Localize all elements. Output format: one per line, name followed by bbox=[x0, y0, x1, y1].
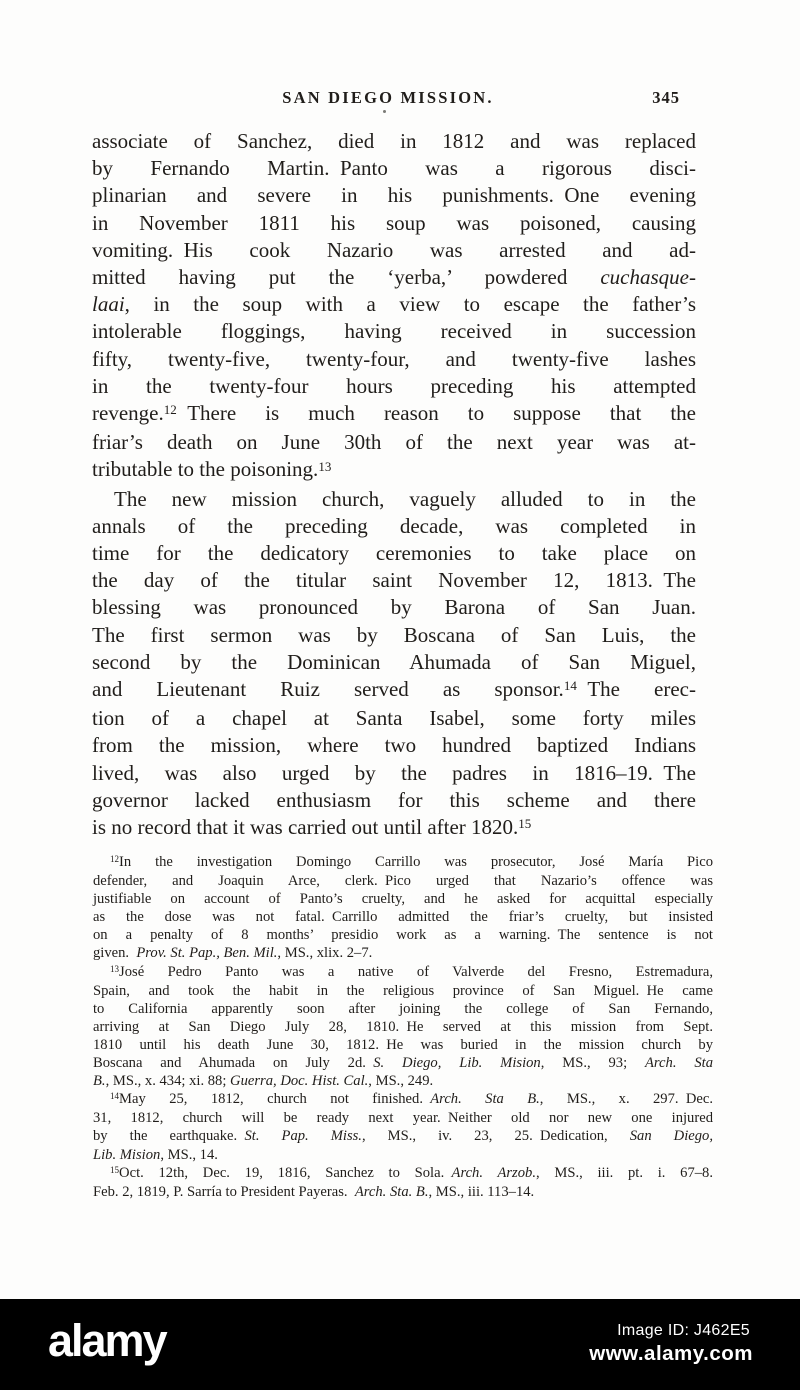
text-segment: Oct. 12th, Dec. 19, 1816, Sanchez to Sola. bbox=[119, 1164, 452, 1181]
text-segment: José Pedro Panto was a native of Valverde del Fresno, Estremadura, bbox=[119, 963, 713, 980]
text-line bbox=[93, 1054, 713, 1072]
text-segment: San Diego, bbox=[629, 1128, 713, 1145]
footnote-12 bbox=[93, 853, 713, 963]
body-paragraph-1 bbox=[92, 128, 696, 486]
text-segment: from the mission, where two hundred baptized Indians bbox=[92, 733, 696, 758]
text-segment: revenge. bbox=[92, 401, 164, 426]
text-segment: on a penalty of 8 months’ presidio work as a warning. The sentence is not bbox=[93, 927, 713, 944]
text-line bbox=[93, 944, 713, 962]
footnote-marker: 13 bbox=[110, 963, 120, 974]
text-line bbox=[92, 705, 696, 732]
alamy-logo: alamy bbox=[48, 1315, 166, 1366]
text-segment: Arch. Sta bbox=[645, 1055, 713, 1072]
text-segment: 31, 1812, church will be ready next year. Neither old nor new one injured bbox=[93, 1110, 713, 1127]
text-line bbox=[92, 787, 696, 814]
footnote-marker: 12 bbox=[163, 402, 177, 418]
text-line bbox=[93, 890, 713, 908]
text-line bbox=[93, 872, 713, 890]
text-line bbox=[93, 853, 713, 872]
text-line bbox=[92, 456, 696, 485]
text-segment: cuchasque- bbox=[600, 265, 696, 290]
text-segment: , MS., x. 297. Dec. bbox=[539, 1091, 713, 1108]
footnote-13 bbox=[93, 963, 713, 1091]
text-line bbox=[93, 1036, 713, 1054]
text-segment: Arch. Sta. B. bbox=[354, 1183, 429, 1200]
text-segment: , MS., x. 434; xi. 88; bbox=[105, 1073, 231, 1090]
page-number: 345 bbox=[652, 88, 680, 107]
text-line bbox=[92, 264, 696, 291]
text-line bbox=[92, 237, 696, 264]
text-line bbox=[92, 346, 696, 373]
text-segment: lived, was also urged by the padres in 1816–19. The bbox=[92, 760, 696, 785]
footnotes-section bbox=[93, 853, 713, 1201]
text-segment: Arch. Sta B. bbox=[430, 1091, 540, 1108]
text-segment: and Lieutenant Ruiz served as sponsor. bbox=[92, 677, 564, 702]
text-segment: In the investigation Domingo Carrillo was prosecutor, José María Pico bbox=[119, 854, 713, 870]
image-id-label: Image ID: J462E5 bbox=[617, 1322, 750, 1339]
text-segment: tributable to the poisoning. bbox=[92, 457, 319, 482]
text-line bbox=[93, 1090, 713, 1109]
text-segment: , MS., 14. bbox=[160, 1146, 218, 1163]
text-line bbox=[92, 567, 696, 594]
text-segment: St. Pap. Miss. bbox=[244, 1128, 362, 1145]
text-segment: annals of the preceding decade, was completed in bbox=[92, 513, 696, 538]
alamy-url: www.alamy.com bbox=[589, 1342, 753, 1365]
text-segment: vomiting. His cook Nazario was arrested and ad- bbox=[92, 237, 696, 262]
text-line bbox=[92, 155, 696, 182]
text-segment: The new mission church, vaguely alluded to in the bbox=[114, 486, 696, 511]
text-segment: , MS., 249. bbox=[368, 1073, 434, 1090]
text-segment: arriving at San Diego July 28, 1810. He served at this mission from Sept. bbox=[93, 1018, 713, 1035]
text-line bbox=[92, 291, 696, 318]
text-line bbox=[92, 676, 696, 705]
body-paragraph-2 bbox=[92, 486, 696, 844]
running-header-title: SAN DIEGO MISSION. bbox=[282, 88, 494, 107]
text-line bbox=[92, 732, 696, 759]
text-line bbox=[93, 963, 713, 982]
text-segment: Spain, and took the habit in the religious province of San Miguel. He came bbox=[93, 982, 713, 999]
text-segment: to California apparently soon after joining the college of San Fernando, bbox=[93, 1000, 713, 1017]
text-line bbox=[93, 1127, 713, 1145]
text-line bbox=[92, 814, 696, 843]
text-segment: 1810 until his death June 30, 1812. He was buried in the mission church by bbox=[93, 1036, 713, 1053]
text-segment: as the dose was not fatal. Carrillo admitted the friar’s cruelty, but insisted bbox=[93, 909, 713, 926]
text-line bbox=[93, 926, 713, 944]
text-segment: given. bbox=[93, 945, 137, 962]
text-line bbox=[93, 1018, 713, 1036]
text-segment: The first sermon was by Boscana of San Luis, the bbox=[92, 622, 696, 647]
footnote-marker: 15 bbox=[518, 816, 532, 832]
text-segment: The erec- bbox=[576, 677, 696, 702]
text-segment: , MS., iii. 113–14. bbox=[428, 1183, 535, 1200]
text-line bbox=[93, 1000, 713, 1018]
text-line bbox=[93, 982, 713, 1000]
text-segment: time for the dedicatory ceremonies to take place on bbox=[92, 541, 696, 566]
text-line bbox=[92, 513, 696, 540]
text-line bbox=[92, 128, 696, 155]
text-segment: Boscana and Ahumada on July 2d. bbox=[93, 1055, 374, 1072]
text-line bbox=[92, 594, 696, 621]
text-segment: Prov. St. Pap., Ben. Mil. bbox=[136, 945, 278, 962]
text-line bbox=[93, 1164, 713, 1183]
text-segment: , MS., iii. pt. i. 67–8. bbox=[535, 1164, 714, 1181]
text-segment: by Fernando Martin. Panto was a rigorous disci- bbox=[92, 156, 696, 181]
text-segment: S. Diego, Lib. Mision bbox=[373, 1055, 541, 1072]
text-line bbox=[92, 649, 696, 676]
text-segment: , MS., iv. 23, 25. Dedication, bbox=[361, 1128, 630, 1145]
footnote-marker: 15 bbox=[110, 1164, 120, 1175]
text-segment: , MS., 93; bbox=[540, 1055, 645, 1072]
text-line bbox=[93, 1183, 713, 1201]
text-line bbox=[92, 760, 696, 787]
text-segment: laai bbox=[92, 292, 125, 317]
text-line bbox=[93, 1109, 713, 1127]
text-segment: intolerable floggings, having received in succession bbox=[92, 319, 696, 344]
text-line bbox=[92, 400, 696, 429]
text-segment: associate of Sanchez, died in 1812 and was replaced bbox=[92, 129, 696, 153]
text-segment: B. bbox=[93, 1073, 106, 1090]
text-line bbox=[92, 373, 696, 400]
text-segment: Arch. Arzob. bbox=[451, 1164, 536, 1181]
scan-artifact-dot bbox=[383, 110, 386, 113]
text-line bbox=[92, 429, 696, 456]
text-segment: , MS., xlix. 2–7. bbox=[277, 945, 373, 962]
text-line bbox=[93, 1146, 713, 1164]
text-line bbox=[92, 486, 696, 513]
text-segment: mitted having put the ‘yerba,’ powdered bbox=[92, 265, 601, 290]
footnote-marker: 13 bbox=[318, 458, 332, 474]
text-line bbox=[92, 182, 696, 209]
text-segment: is no record that it was carried out until after 1820. bbox=[92, 815, 519, 840]
footnote-marker: 12 bbox=[110, 853, 120, 864]
footnote-marker: 14 bbox=[110, 1091, 120, 1102]
text-segment: defender, and Joaquin Arce, clerk. Pico urged that Nazario’s offence was bbox=[93, 873, 713, 890]
text-segment: Feb. 2, 1819, P. Sarría to President Payeras. bbox=[93, 1183, 355, 1200]
text-segment: There is much reason to suppose that the bbox=[176, 401, 696, 426]
text-segment: May 25, 1812, church not finished. bbox=[119, 1091, 431, 1108]
text-segment: Lib. Mision bbox=[93, 1146, 161, 1163]
footnote-14 bbox=[93, 1090, 713, 1163]
text-segment: blessing was pronounced by Barona of San Juan. bbox=[92, 595, 696, 620]
text-line bbox=[93, 1072, 713, 1090]
text-segment: by the earthquake. bbox=[93, 1128, 245, 1145]
text-segment: in November 1811 his soup was poisoned, causing bbox=[92, 210, 696, 235]
text-line bbox=[92, 210, 696, 237]
text-line bbox=[93, 908, 713, 926]
text-segment: justifiable on account of Panto’s cruelty, and he asked for acquittal especially bbox=[93, 891, 713, 908]
text-segment: tion of a chapel at Santa Isabel, some forty miles bbox=[92, 706, 696, 731]
body-text bbox=[92, 128, 696, 843]
text-segment: the day of the titular saint November 12, 1813. The bbox=[92, 568, 696, 593]
text-segment: friar’s death on June 30th of the next year was at- bbox=[92, 430, 696, 455]
text-segment: Guerra, Doc. Hist. Cal. bbox=[230, 1073, 369, 1090]
watermark-bar bbox=[0, 1299, 800, 1390]
text-line bbox=[92, 318, 696, 345]
text-segment: in the twenty-four hours preceding his attempted bbox=[92, 373, 696, 398]
footnote-marker: 14 bbox=[563, 678, 577, 694]
text-segment: plinarian and severe in his punishments. One evening bbox=[92, 183, 696, 208]
text-line bbox=[92, 540, 696, 567]
text-line bbox=[92, 622, 696, 649]
text-segment: second by the Dominican Ahumada of San Miguel, bbox=[92, 649, 696, 674]
text-segment: fifty, twenty-five, twenty-four, and twenty-five lashes bbox=[92, 346, 696, 371]
footnote-15 bbox=[93, 1164, 713, 1201]
text-segment: , in the soup with a view to escape the father’s bbox=[124, 292, 696, 317]
text-segment: governor lacked enthusiasm for this scheme and there bbox=[92, 787, 696, 812]
